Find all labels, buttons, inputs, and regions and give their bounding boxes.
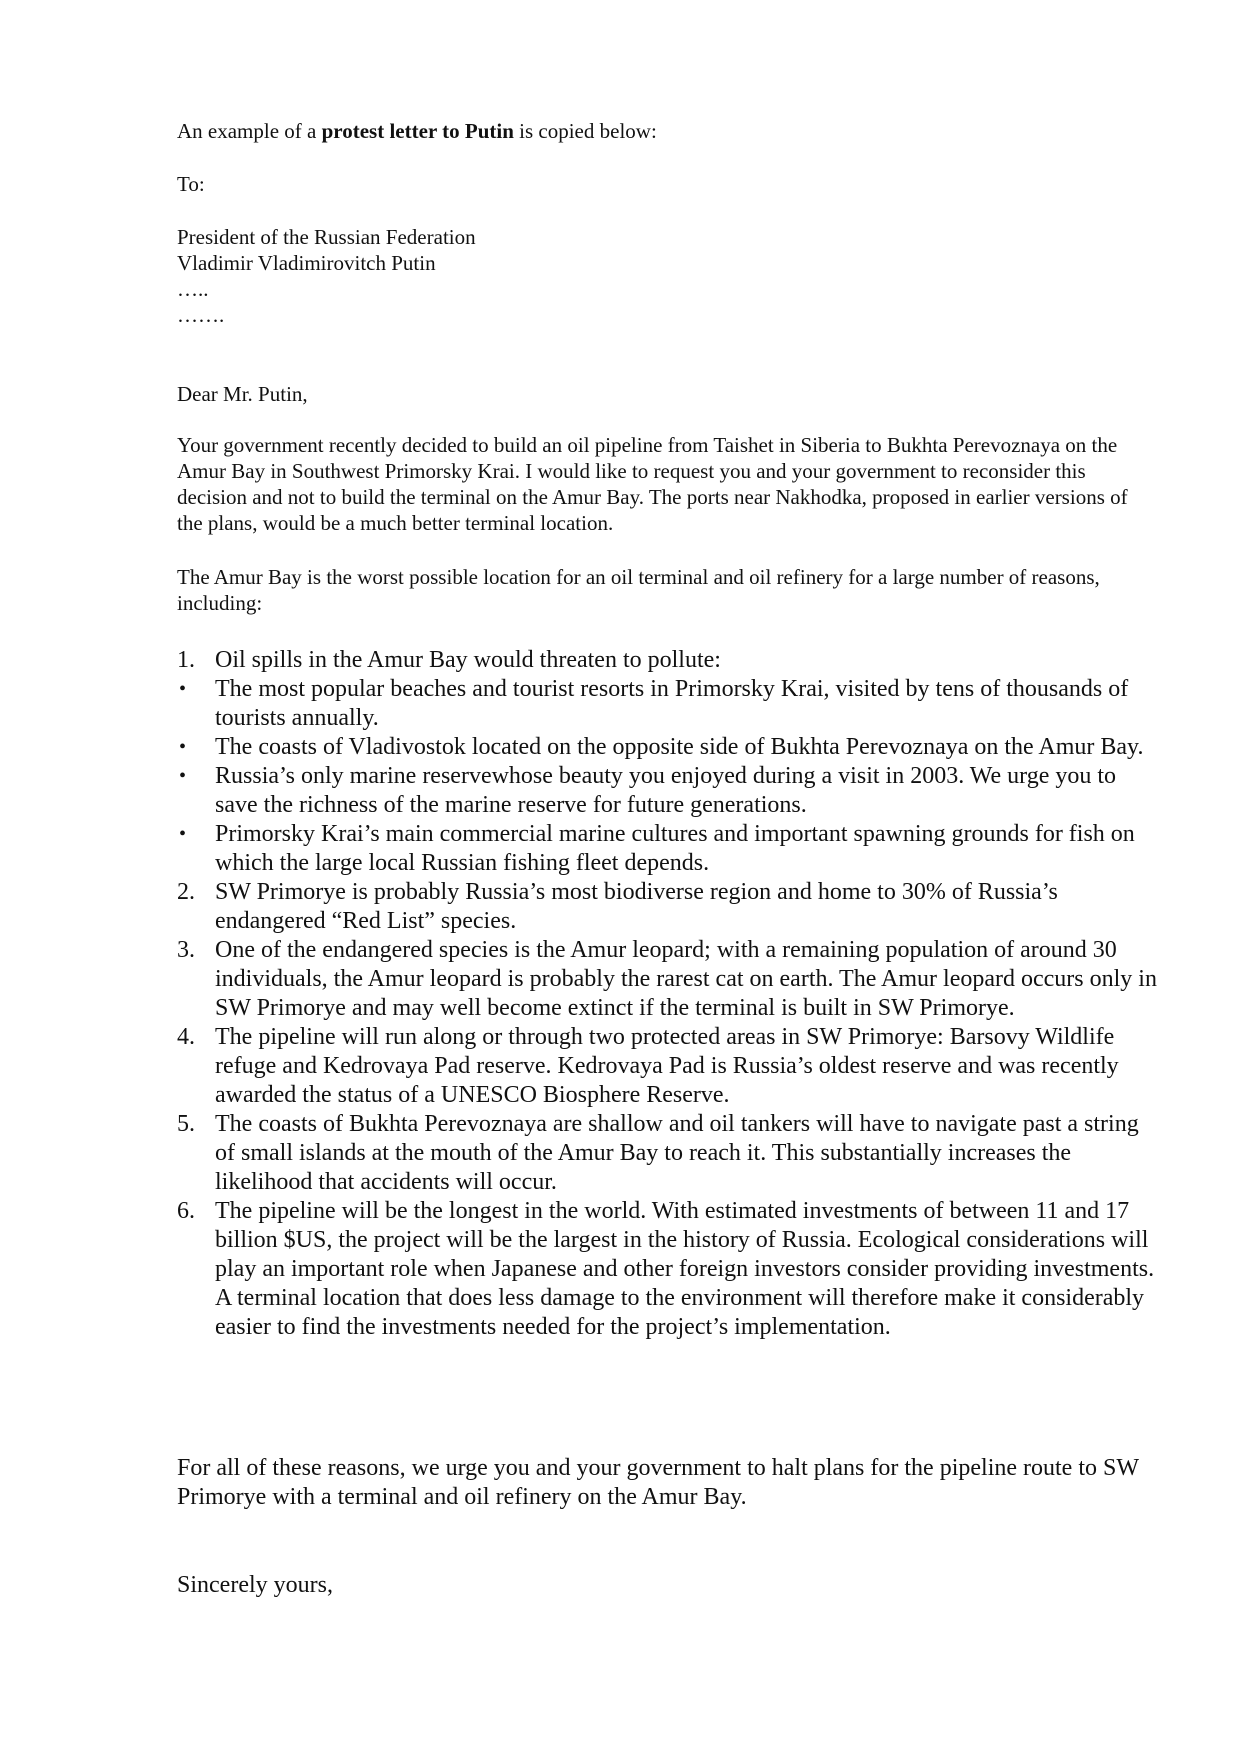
salutation: Dear Mr. Putin, <box>177 382 308 406</box>
list-marker: • <box>179 823 187 845</box>
recipient-title: President of the Russian Federation <box>177 225 476 249</box>
recipient-ellipsis-2: ……. <box>177 303 225 327</box>
intro-bold-phrase: protest letter to Putin <box>321 119 514 143</box>
list-item <box>177 733 1162 762</box>
list-item-text: The pipeline will be the longest in the world. With estimated investments of between 11 and 17 billion $US, the project will be the largest in the history of Russia. Ecological considerations will play an important role when Japanese and other foreign investors consider providing investments. A terminal location that does less damage to the environment will therefore make it considerably easier to find the investments needed for the project’s implementation. <box>215 1198 1155 1340</box>
list-item <box>177 762 1162 820</box>
list-marker: • <box>179 765 187 787</box>
recipient-name: Vladimir Vladimirovitch Putin <box>177 251 436 275</box>
list-marker: • <box>179 678 187 700</box>
intro-line <box>177 118 1157 144</box>
paragraph-2: The Amur Bay is the worst possible location for an oil terminal and oil refinery for a large number of reasons, including: <box>177 565 1100 615</box>
list-item-text: The pipeline will run along or through two protected areas in SW Primorye: Barsovy Wildlife refuge and Kedrovaya Pad reserve. Kedrovaya Pad is Russia’s oldest reserve and was recently awarded the status of a UNESCO Biosphere Reserve. <box>215 1024 1119 1108</box>
list-marker: • <box>179 736 187 758</box>
closing-paragraph: For all of these reasons, we urge you and your government to halt plans for the pipeline route to SW Primorye with a terminal and oil refinery on the Amur Bay. <box>177 1455 1139 1510</box>
list-item <box>177 675 1162 733</box>
list-item <box>177 936 1162 1023</box>
list-item-text: SW Primorye is probably Russia’s most biodiverse region and home to 30% of Russia’s endangered “Red List” species. <box>215 879 1058 934</box>
list-item <box>177 820 1162 878</box>
list-item-text: Russia’s only marine reservewhose beauty you enjoyed during a visit in 2003. We urge you to save the richness of the marine reserve for future generations. <box>215 763 1117 818</box>
list-marker: 2. <box>177 879 195 905</box>
list-marker: 5. <box>177 1111 195 1137</box>
list-marker: 3. <box>177 937 195 963</box>
list-item-text: Primorsky Krai’s main commercial marine cultures and important spawning grounds for fish on which the large local Russian fishing fleet depends. <box>215 821 1135 876</box>
list-item <box>177 1197 1162 1342</box>
list-item-text: The coasts of Vladivostok located on the opposite side of Bukhta Perevoznaya on the Amur Bay. <box>215 734 1144 760</box>
intro-prefix: An example of a <box>177 119 322 143</box>
reasons-list <box>177 646 1162 1342</box>
list-item <box>177 1110 1162 1197</box>
list-item <box>177 1023 1162 1110</box>
list-item-text: The coasts of Bukhta Perevoznaya are shallow and oil tankers will have to navigate past a string of small islands at the mouth of the Amur Bay to reach it. This substantially increases the likelihood that accidents will occur. <box>215 1111 1139 1195</box>
to-label: To: <box>177 172 205 196</box>
list-item <box>177 878 1162 936</box>
paragraph-1: Your government recently decided to build an oil pipeline from Taishet in Siberia to Bukhta Perevoznaya on the Amur Bay in Southwest Primorsky Krai. I would like to request you and your government to reconsider this decision and not to build the terminal on the Amur Bay. The ports near Nakhodka, proposed in earlier versions of the plans, would be a much better terminal location. <box>177 433 1128 535</box>
signoff: Sincerely yours, <box>177 1572 333 1598</box>
list-item-text: Oil spills in the Amur Bay would threaten to pollute: <box>215 647 721 673</box>
recipient-ellipsis-1: ….. <box>177 277 209 301</box>
intro-suffix: is copied below: <box>513 119 657 143</box>
recipient-block <box>177 224 1157 328</box>
list-item-text: The most popular beaches and tourist resorts in Primorsky Krai, visited by tens of thousands of tourists annually. <box>215 676 1129 731</box>
list-item <box>177 646 1162 675</box>
list-item-text: One of the endangered species is the Amur leopard; with a remaining population of around 30 individuals, the Amur leopard is probably the rarest cat on earth. The Amur leopard occurs only in SW Primorye and may well become extinct if the terminal is built in SW Primorye. <box>215 937 1157 1021</box>
list-marker: 4. <box>177 1024 195 1050</box>
list-marker: 1. <box>177 647 195 673</box>
list-marker: 6. <box>177 1198 195 1224</box>
